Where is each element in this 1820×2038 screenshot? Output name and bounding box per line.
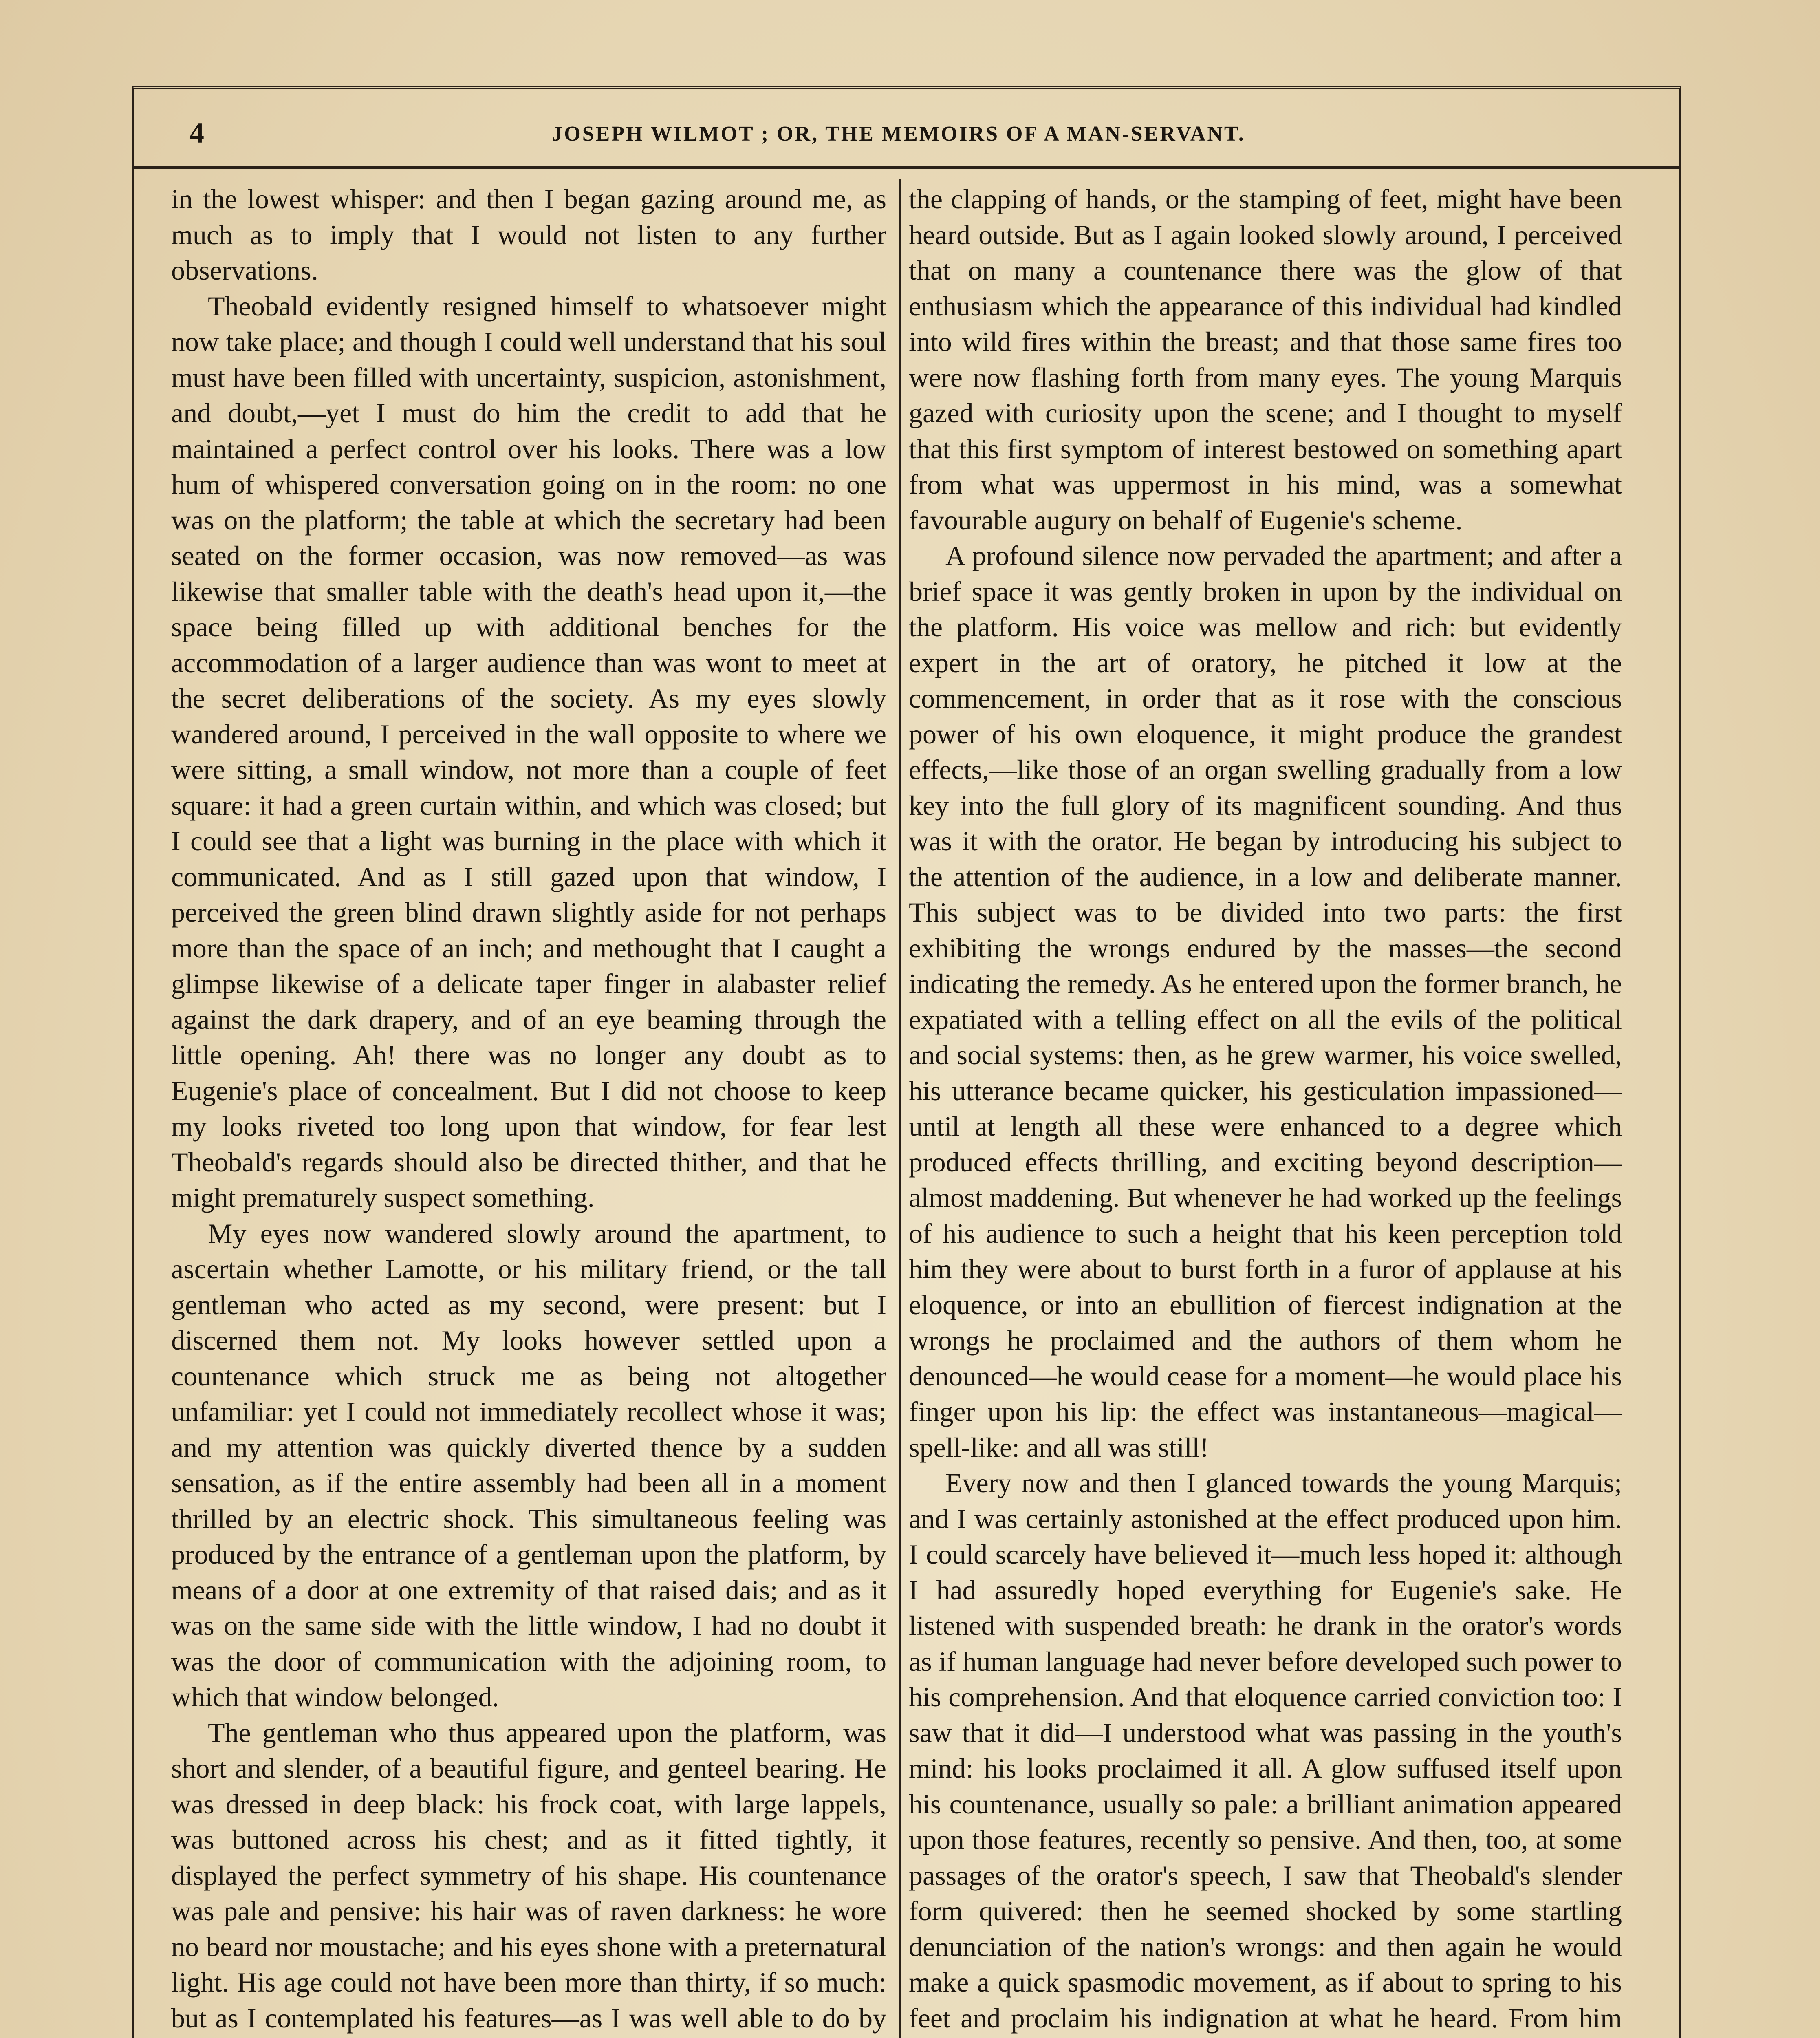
paragraph: the clapping of hands, or the stamping of feet, might have been heard outside. But as I again looked slowly around, I perceived that on many a countenance there was the glow of that enthusiasm which the appearance of this individual had kindled into wild fires within the breast; and that those same fires too were now flashing forth from many eyes. The young Marquis gazed with curiosity upon the scene; and I thought to myself that this first symptom of interest bestowed on something apart from what was uppermost in his mind, was a somewhat favourable augury on behalf of Eugenie's scheme. — [909, 183, 1622, 536]
paragraph: The gentleman who thus appeared upon the platform, was short and slender, of a beautiful figure, and genteel bearing. He was dressed in deep black: his frock coat, with large lappels, was buttoned across his chest; and as it fitted tightly, it displayed the perfect symmetry of his shape. His countenance was pale and pensive: his hair was of raven darkness: he wore no beard nor moustache; and his eyes shone with a preternatural light. His age could not have been more than thirty, if so much: but as I contemplated his features—as I was well able to do by — [171, 1717, 886, 2034]
paragraph: in the lowest whisper: and then I began gazing around me, as much as to imply that I would not listen to any further observations. — [171, 183, 886, 286]
paragraph: My eyes now wandered slowly around the apartment, to ascertain whether Lamotte, or his military friend, or the tall gentleman who acted as my second, were present: but I discerned them not. My looks however settled upon a countenance which struck me as being not altogether unfamiliar: yet I could not immediately recollect whose it was; and my attention was quickly diverted thence by a sudden sensation, as if the entire assembly had been all in a moment thrilled by an electric shock. This simultaneous feeling was produced by the entrance of a gentleman upon the platform, by means of a door at one extremity of that raised dais; and as it was on the same side with the little window, I had no doubt it was the door of communication with the adjoining room, to which that window belonged. — [171, 1218, 886, 1712]
paragraph: Theobald evidently resigned himself to whatsoever might now take place; and though I could well understand that his soul must have been filled with uncertainty, suspicion, astonishment, and doubt,—yet I must do him the credit to add that he maintained a perfect control over his looks. There was a low hum of whispered conversation going on in the room: no one was on the platform; the table at which the secretary had been seated on the former occasion, was now removed—as was likewise that smaller table with the death's head upon it,—the space being filled up with additional benches for the accommodation of a larger audience than was wont to meet at the secret deliberations of the society. As my eyes slowly wandered around, I perceived in the wall opposite to where we were sitting, a small window, not more than a couple of feet square: it had a green curtain within, and which was closed; but I could see that a light was burning in the place with which it communicated. And as I still gazed upon that window, I perceived the green blind drawn slightly aside for not perhaps more than the space of an inch; and methought that I caught a glimpse likewise of a delicate taper finger in alabaster relief against the dark drapery, and of an eye beaming through the little opening. Ah! there was no longer any doubt as to Eugenie's place of concealment. But I did not choose to keep my looks riveted too long upon that window, for fear lest Theobald's regards should also be directed thither, and that he might prematurely suspect something. — [171, 290, 886, 1213]
paragraph: A profound silence now pervaded the apartment; and after a brief space it was gently broken in upon by the individual on the platform. His voice was mellow and rich: but evidently expert in the art of oratory, he pitched it low at the commencement, in order that as it rose with the conscious power of his own eloquence, it might produce the grandest effects,—like those of an organ swelling gradually from a low key into the full glory of its magnificent sounding. And thus was it with the orator. He began by introducing his subject to the attention of the audience, in a low and deliberate manner. This subject was to be divided into two parts: the first exhibiting the wrongs endured by the masses—the second indicating the remedy. As he entered upon the former branch, he expatiated with a telling effect on all the evils of the political and social systems: then, as he grew warmer, his voice swelled, his utterance became quicker, his gesticulation impassioned—until at length all these were enhanced to a degree which produced effects thrilling, and exciting beyond description—almost maddening. But whenever he had worked up the feelings of his audience to such a height that his keen perception told him they were about to burst forth in a furor of applause at his eloquence, or into an ebullition of fiercest indignation at the wrongs he proclaimed and the authors of them whom he denounced—he would cease for a moment—he would place his finger upon his lip: the effect was instantaneous—magical—spell-like: and all was still! — [909, 540, 1622, 1463]
right-column — [909, 181, 1622, 2038]
left-column — [171, 181, 886, 2038]
paragraph: Every now and then I glanced towards the young Marquis; and I was certainly astonished at the effect produced upon him. I could scarcely have believed it—much less hoped it: although I had assuredly hoped everything for Eugenie's sake. He listened with suspended breath: he drank in the orator's words as if human language had never before developed such power to his comprehension. And that eloquence carried conviction too: I saw that it did—I understood what was passing in the youth's mind: his looks proclaimed it all. A glow suffused itself upon his countenance, usually so pale: a brilliant animation appeared upon those features, recently so pensive. And then, too, at some passages of the orator's speech, I saw that Theobald's slender form quivered: then he seemed shocked by some startling denunciation of the nation's wrongs: and then again he would make a quick spasmodic movement, as if about to spring to his feet and proclaim his indignation at what he heard. From him — [909, 1467, 1622, 2034]
page-number: 4 — [189, 117, 204, 149]
running-header — [173, 116, 1624, 153]
column-divider — [899, 179, 901, 2038]
header-rule — [132, 166, 1681, 169]
running-title: JOSEPH WILMOT ; OR, THE MEMOIRS OF A MAN-SERVANT. — [552, 122, 1245, 146]
